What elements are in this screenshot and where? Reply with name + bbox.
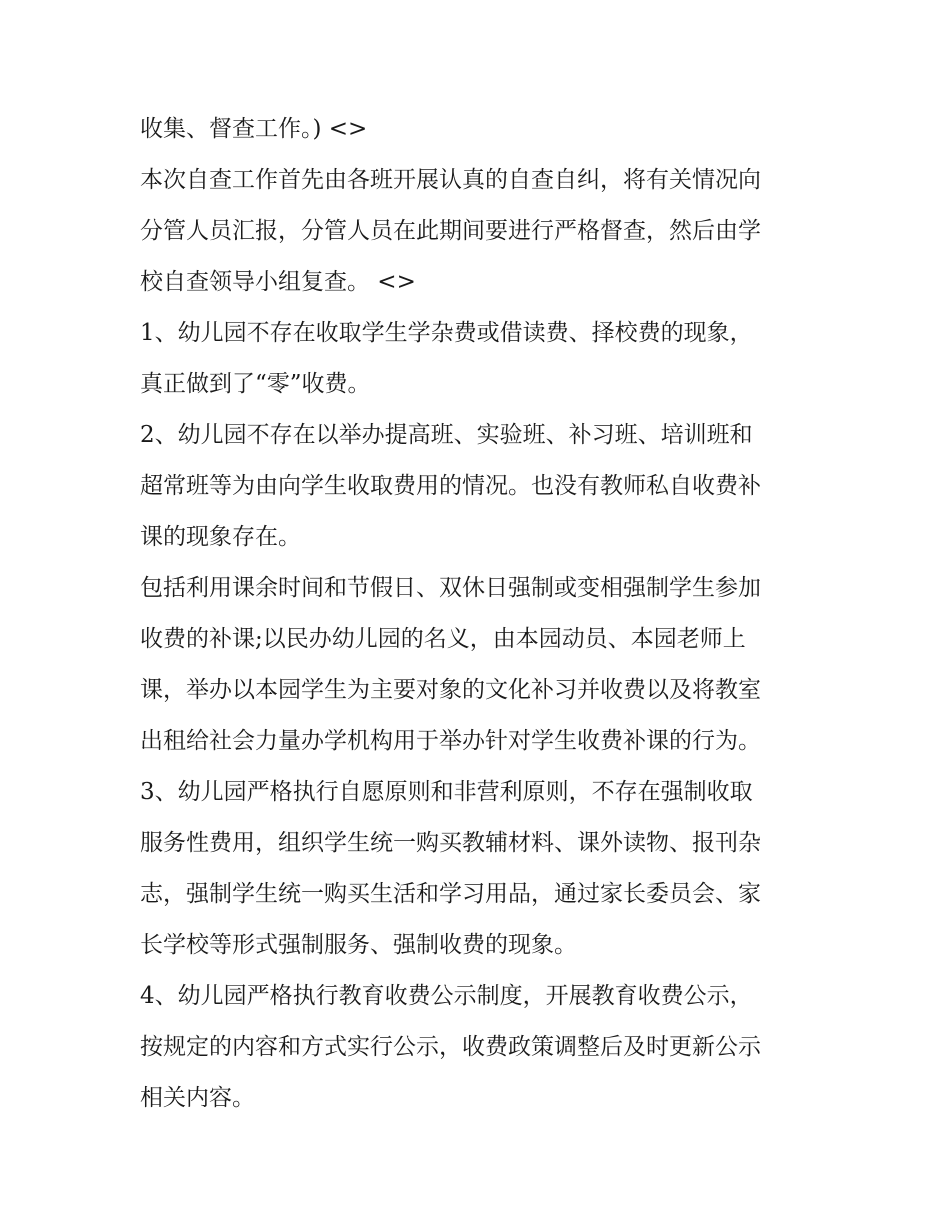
text-line: 相关内容。 bbox=[140, 1085, 255, 1111]
text-line: 服务性费用，组织学生统一购买教辅材料、课外读物、报刊杂 bbox=[140, 830, 761, 856]
text-line: 4、幼儿园严格执行教育收费公示制度，开展教育收费公示， bbox=[140, 983, 753, 1009]
text-line: 收集、督查工作。) <> bbox=[140, 116, 368, 142]
text-line: 收费的补课;以民办幼儿园的名义，由本园动员、本园老师上 bbox=[140, 626, 746, 652]
text-line: 长学校等形式强制服务、强制收费的现象。 bbox=[140, 932, 577, 958]
text-line: 3、幼儿园严格执行自愿原则和非营利原则，不存在强制收取 bbox=[140, 779, 753, 805]
text-line: 按规定的内容和方式实行公示，收费政策调整后及时更新公示 bbox=[140, 1034, 761, 1060]
text-line: 志，强制学生统一购买生活和学习用品，通过家长委员会、家 bbox=[140, 881, 761, 907]
text-line: 分管人员汇报，分管人员在此期间要进行严格督查，然后由学 bbox=[140, 218, 761, 244]
text-line: 1、幼儿园不存在收取学生学杂费或借读费、择校费的现象， bbox=[140, 320, 753, 346]
text-line: 真正做到了“零”收费。 bbox=[140, 371, 371, 397]
text-line: 校自查领导小组复查。 <> bbox=[140, 269, 416, 295]
text-line: 2、幼儿园不存在以举办提高班、实验班、补习班、培训班和 bbox=[140, 422, 753, 448]
text-line: 包括利用课余时间和节假日、双休日强制或变相强制学生参加 bbox=[140, 575, 761, 601]
document-body bbox=[140, 104, 820, 1124]
text-line: 课的现象存在。 bbox=[140, 524, 301, 550]
text-line: 本次自查工作首先由各班开展认真的自查自纠，将有关情况向 bbox=[140, 167, 761, 193]
text-line: 出租给社会力量办学机构用于举办针对学生收费补课的行为。 bbox=[140, 728, 761, 754]
text-line: 课，举办以本园学生为主要对象的文化补习并收费以及将教室 bbox=[140, 677, 761, 703]
text-line: 超常班等为由向学生收取费用的情况。也没有教师私自收费补 bbox=[140, 473, 761, 499]
